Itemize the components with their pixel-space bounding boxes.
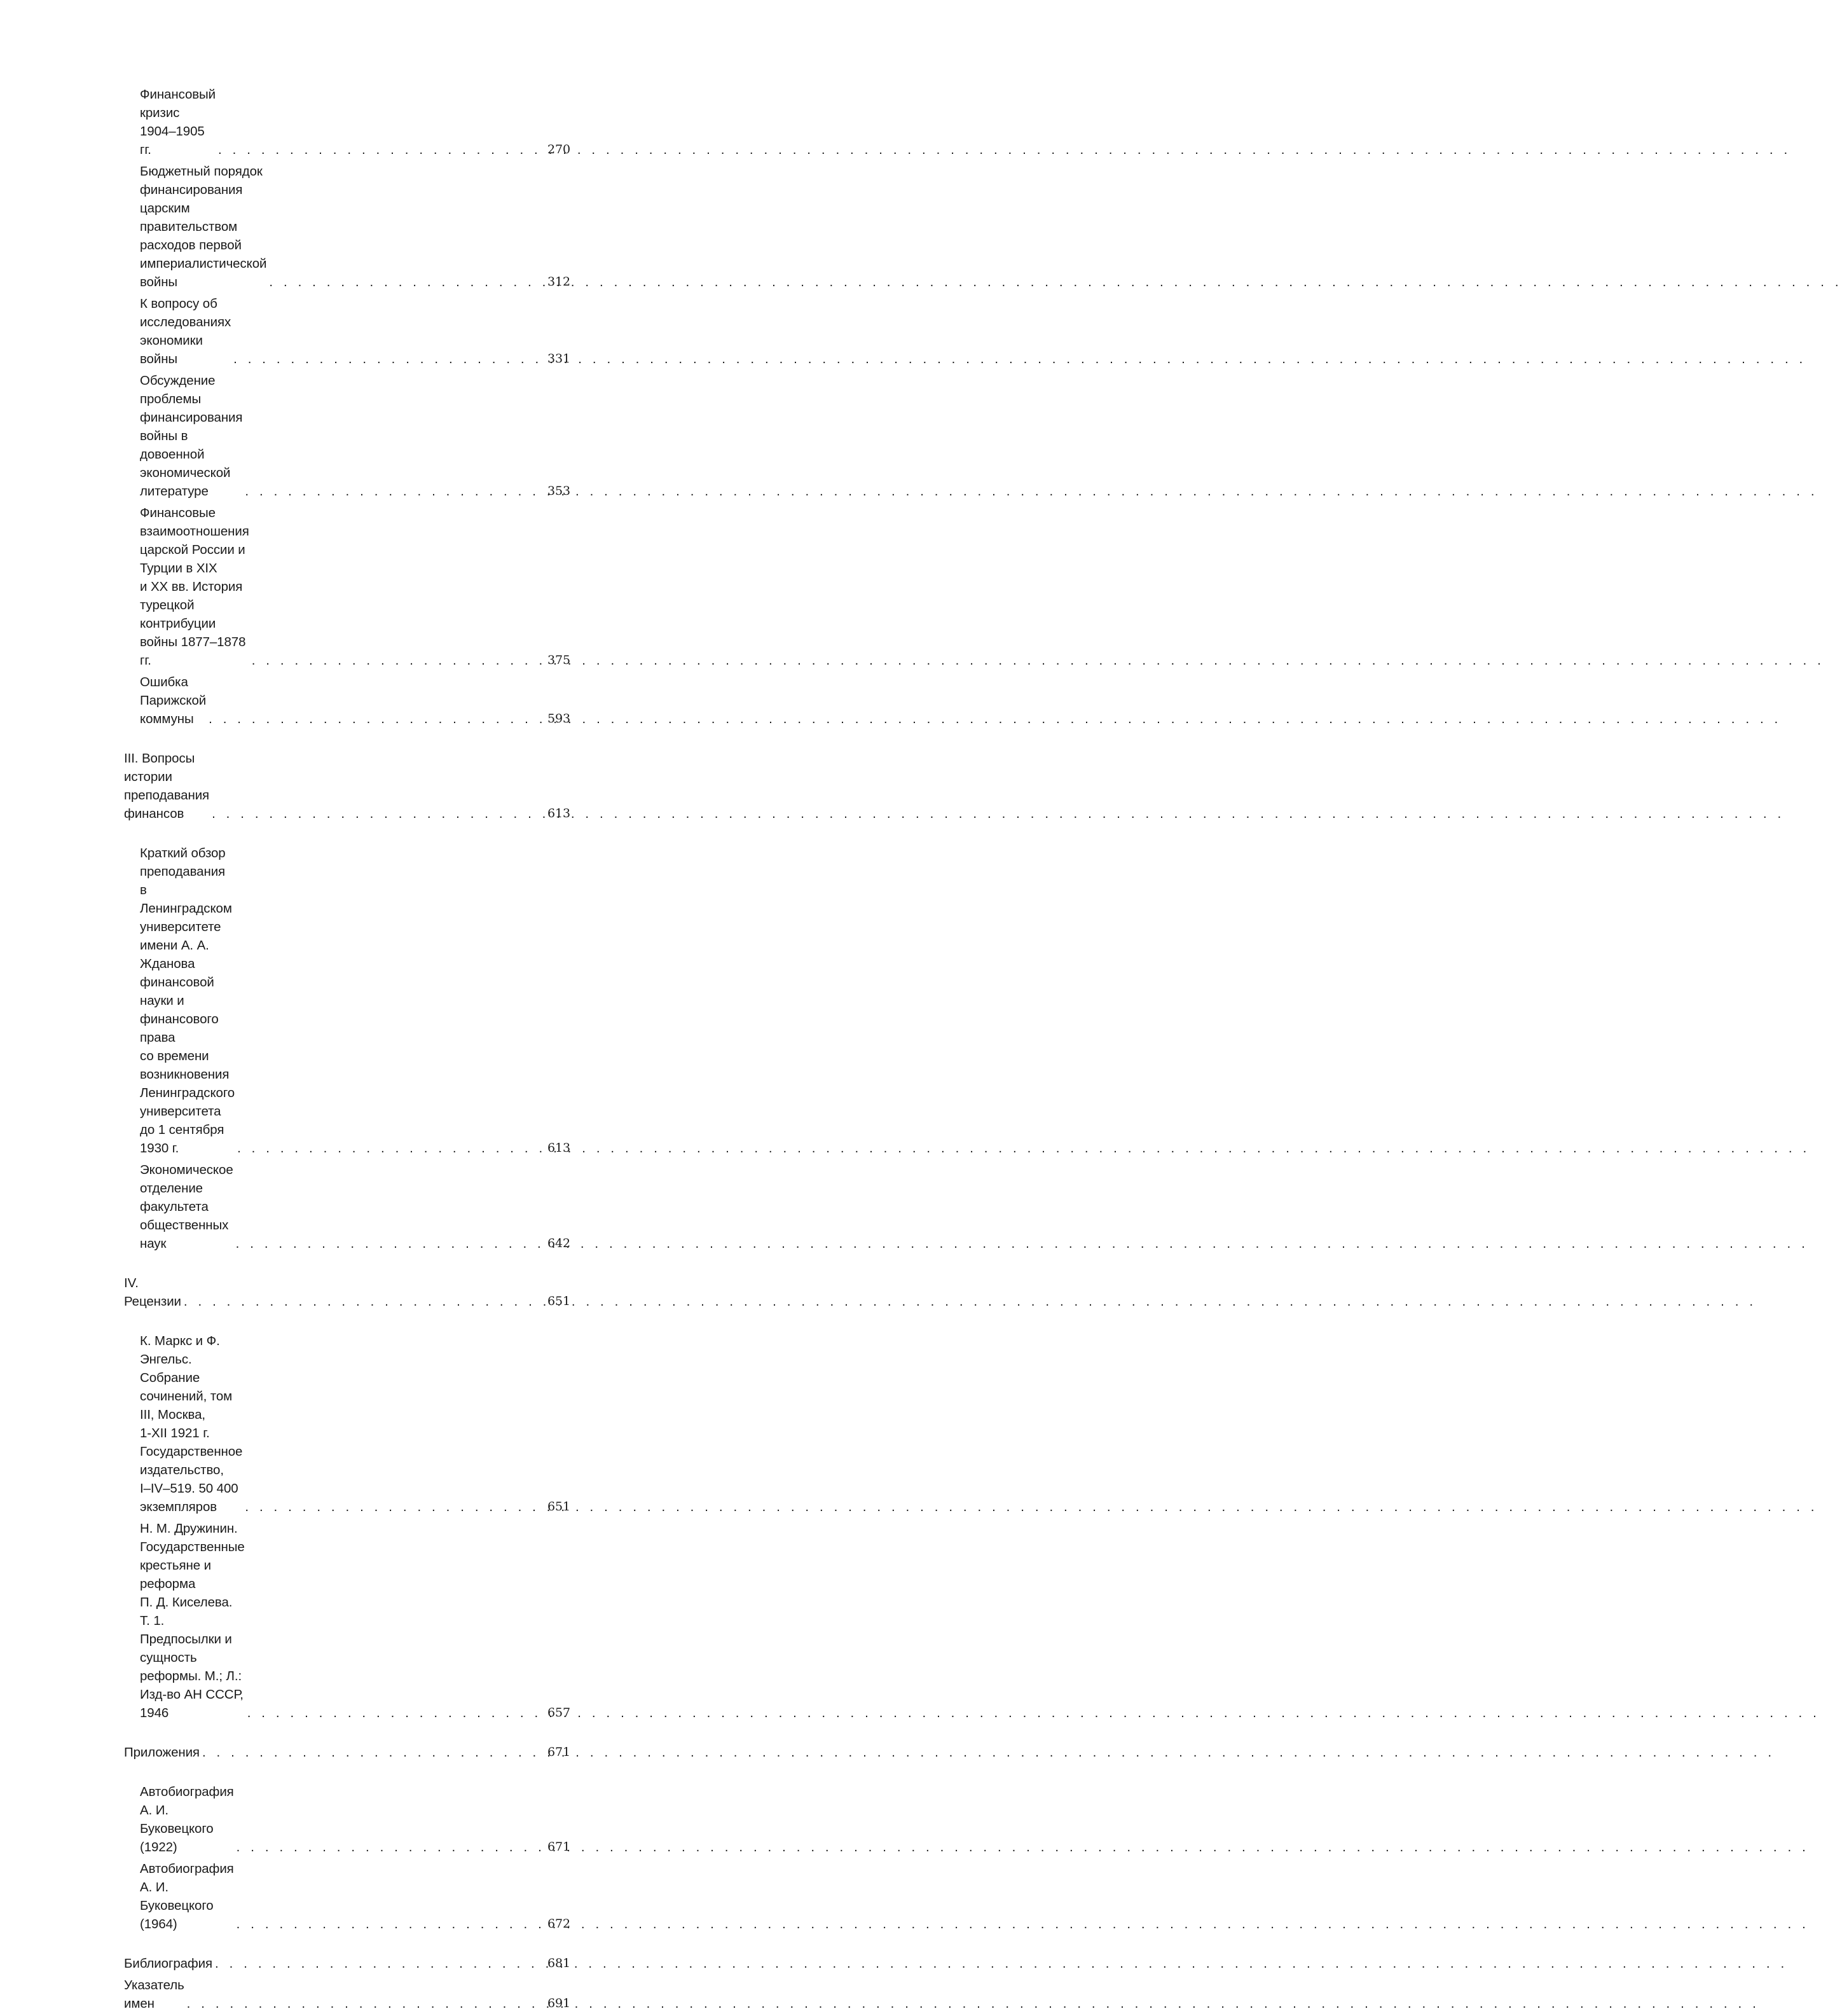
dot-leader <box>269 273 540 291</box>
toc-entry-page: 671 <box>547 1745 570 1759</box>
toc-entry-title: Экономическое отделение факультета общественных наук <box>140 1163 233 1251</box>
toc-section-title: Указатель имен <box>124 1978 184 2011</box>
toc-entry-marx-engels-review[interactable] <box>140 1332 570 1516</box>
dot-leader <box>236 1234 540 1253</box>
toc-entry-title: Краткий обзор преподавания в Ленинградском университете имени А. А. Жданова финансовой науки и финансового права со времени возникновения Ленинградского университета до 1 сентября 1930 г. <box>140 846 235 1156</box>
toc-entry-title: К вопросу об исследованиях экономики войны <box>140 296 231 366</box>
table-of-contents <box>124 85 570 2016</box>
toc-section-title: Библиография <box>124 1956 213 1971</box>
toc-entry-paris-commune[interactable] <box>140 673 570 728</box>
toc-entry-financial-crisis[interactable] <box>140 85 570 159</box>
dot-leader <box>245 1498 540 1516</box>
toc-entry-page: 375 <box>547 653 570 667</box>
toc-entry-title: Ошибка Парижской коммуны <box>140 675 207 726</box>
document-page <box>0 0 636 2011</box>
toc-section-title: Приложения <box>124 1745 200 1760</box>
toc-entry-title: Автобиография А. И. Буковецкого (1964) <box>140 1861 234 1931</box>
toc-section-bibliography[interactable] <box>124 1954 570 1973</box>
toc-entry-page: 691 <box>547 1996 570 2010</box>
toc-entry-title: Финансовый кризис 1904–1905 гг. <box>140 87 216 157</box>
toc-entry-title: Автобиография А. И. Буковецкого (1922) <box>140 1785 234 1854</box>
dot-leader <box>245 482 540 501</box>
dot-leader <box>247 1704 540 1722</box>
dot-leader <box>237 1838 540 1856</box>
toc-entry-page: 353 <box>547 484 570 498</box>
toc-entry-page: 672 <box>547 1917 570 1931</box>
toc-entry-title: Финансовые взаимоотношения царской России и Турции в XIX и XX вв. История турецкой контрибуции войны 1877–1878 гг. <box>140 506 249 668</box>
dot-leader <box>187 1994 540 2013</box>
toc-entry-page: 651 <box>547 1500 570 1514</box>
toc-entry-druzhinin-review[interactable] <box>140 1519 570 1722</box>
toc-entry-title: Н. М. Дружинин. Государственные крестьяне и реформа П. Д. Киселева. Т. 1. Предпосылки и сущность реформы. М.; Л.: Изд-во АН СССР, 1946 <box>140 1521 245 1720</box>
toc-entry-economics-department[interactable] <box>140 1161 570 1253</box>
dot-leader <box>215 1954 540 1973</box>
toc-entry-war-financing-discussion[interactable] <box>140 371 570 501</box>
toc-entry-page: 593 <box>547 712 570 726</box>
toc-section-reviews[interactable] <box>124 1274 570 1311</box>
toc-entry-page: 270 <box>547 142 570 156</box>
toc-entry-page: 681 <box>547 1956 570 1970</box>
toc-entry-title: Обсуждение проблемы финансирования войны в довоенной экономической литературе <box>140 373 243 499</box>
toc-section-title: IV. Рецензии <box>124 1276 181 1309</box>
dot-leader <box>252 651 540 670</box>
toc-section-appendices[interactable] <box>124 1743 570 1762</box>
toc-entry-page: 671 <box>547 1840 570 1854</box>
toc-section-teaching-history[interactable] <box>124 749 570 823</box>
toc-entry-page: 331 <box>547 352 570 366</box>
dot-leader <box>237 1915 540 1933</box>
toc-entry-page: 657 <box>547 1706 570 1720</box>
dot-leader <box>184 1292 540 1311</box>
toc-entry-teaching-overview[interactable] <box>140 844 570 1157</box>
toc-section-title: III. Вопросы истории преподавания финансов <box>124 751 210 821</box>
toc-entry-russia-turkey[interactable] <box>140 504 570 670</box>
dot-leader <box>237 1139 540 1157</box>
toc-entry-title: К. Маркс и Ф. Энгельс. Собрание сочинений, том III, Москва, 1-XII 1921 г. Государственное издательство, I–IV–519. 50 400 экземпляров <box>140 1334 243 1514</box>
toc-entry-war-economics[interactable] <box>140 294 570 368</box>
dot-leader <box>233 350 540 368</box>
toc-entry-page: 651 <box>547 1294 570 1308</box>
dot-leader <box>209 710 540 728</box>
toc-section-name-index[interactable] <box>124 1976 570 2013</box>
dot-leader <box>218 141 540 159</box>
toc-entry-page: 642 <box>547 1236 570 1250</box>
toc-entry-page: 613 <box>547 1141 570 1155</box>
toc-entry-page: 613 <box>547 806 570 820</box>
dot-leader <box>212 804 540 823</box>
toc-entry-page: 312 <box>547 275 570 289</box>
dot-leader <box>202 1743 540 1762</box>
toc-entry-autobiography-1964[interactable] <box>140 1860 570 1933</box>
toc-entry-autobiography-1922[interactable] <box>140 1783 570 1856</box>
toc-entry-budget-order[interactable] <box>140 162 570 291</box>
toc-entry-title: Бюджетный порядок финансирования царским правительством расходов первой империалистической войны <box>140 164 267 289</box>
